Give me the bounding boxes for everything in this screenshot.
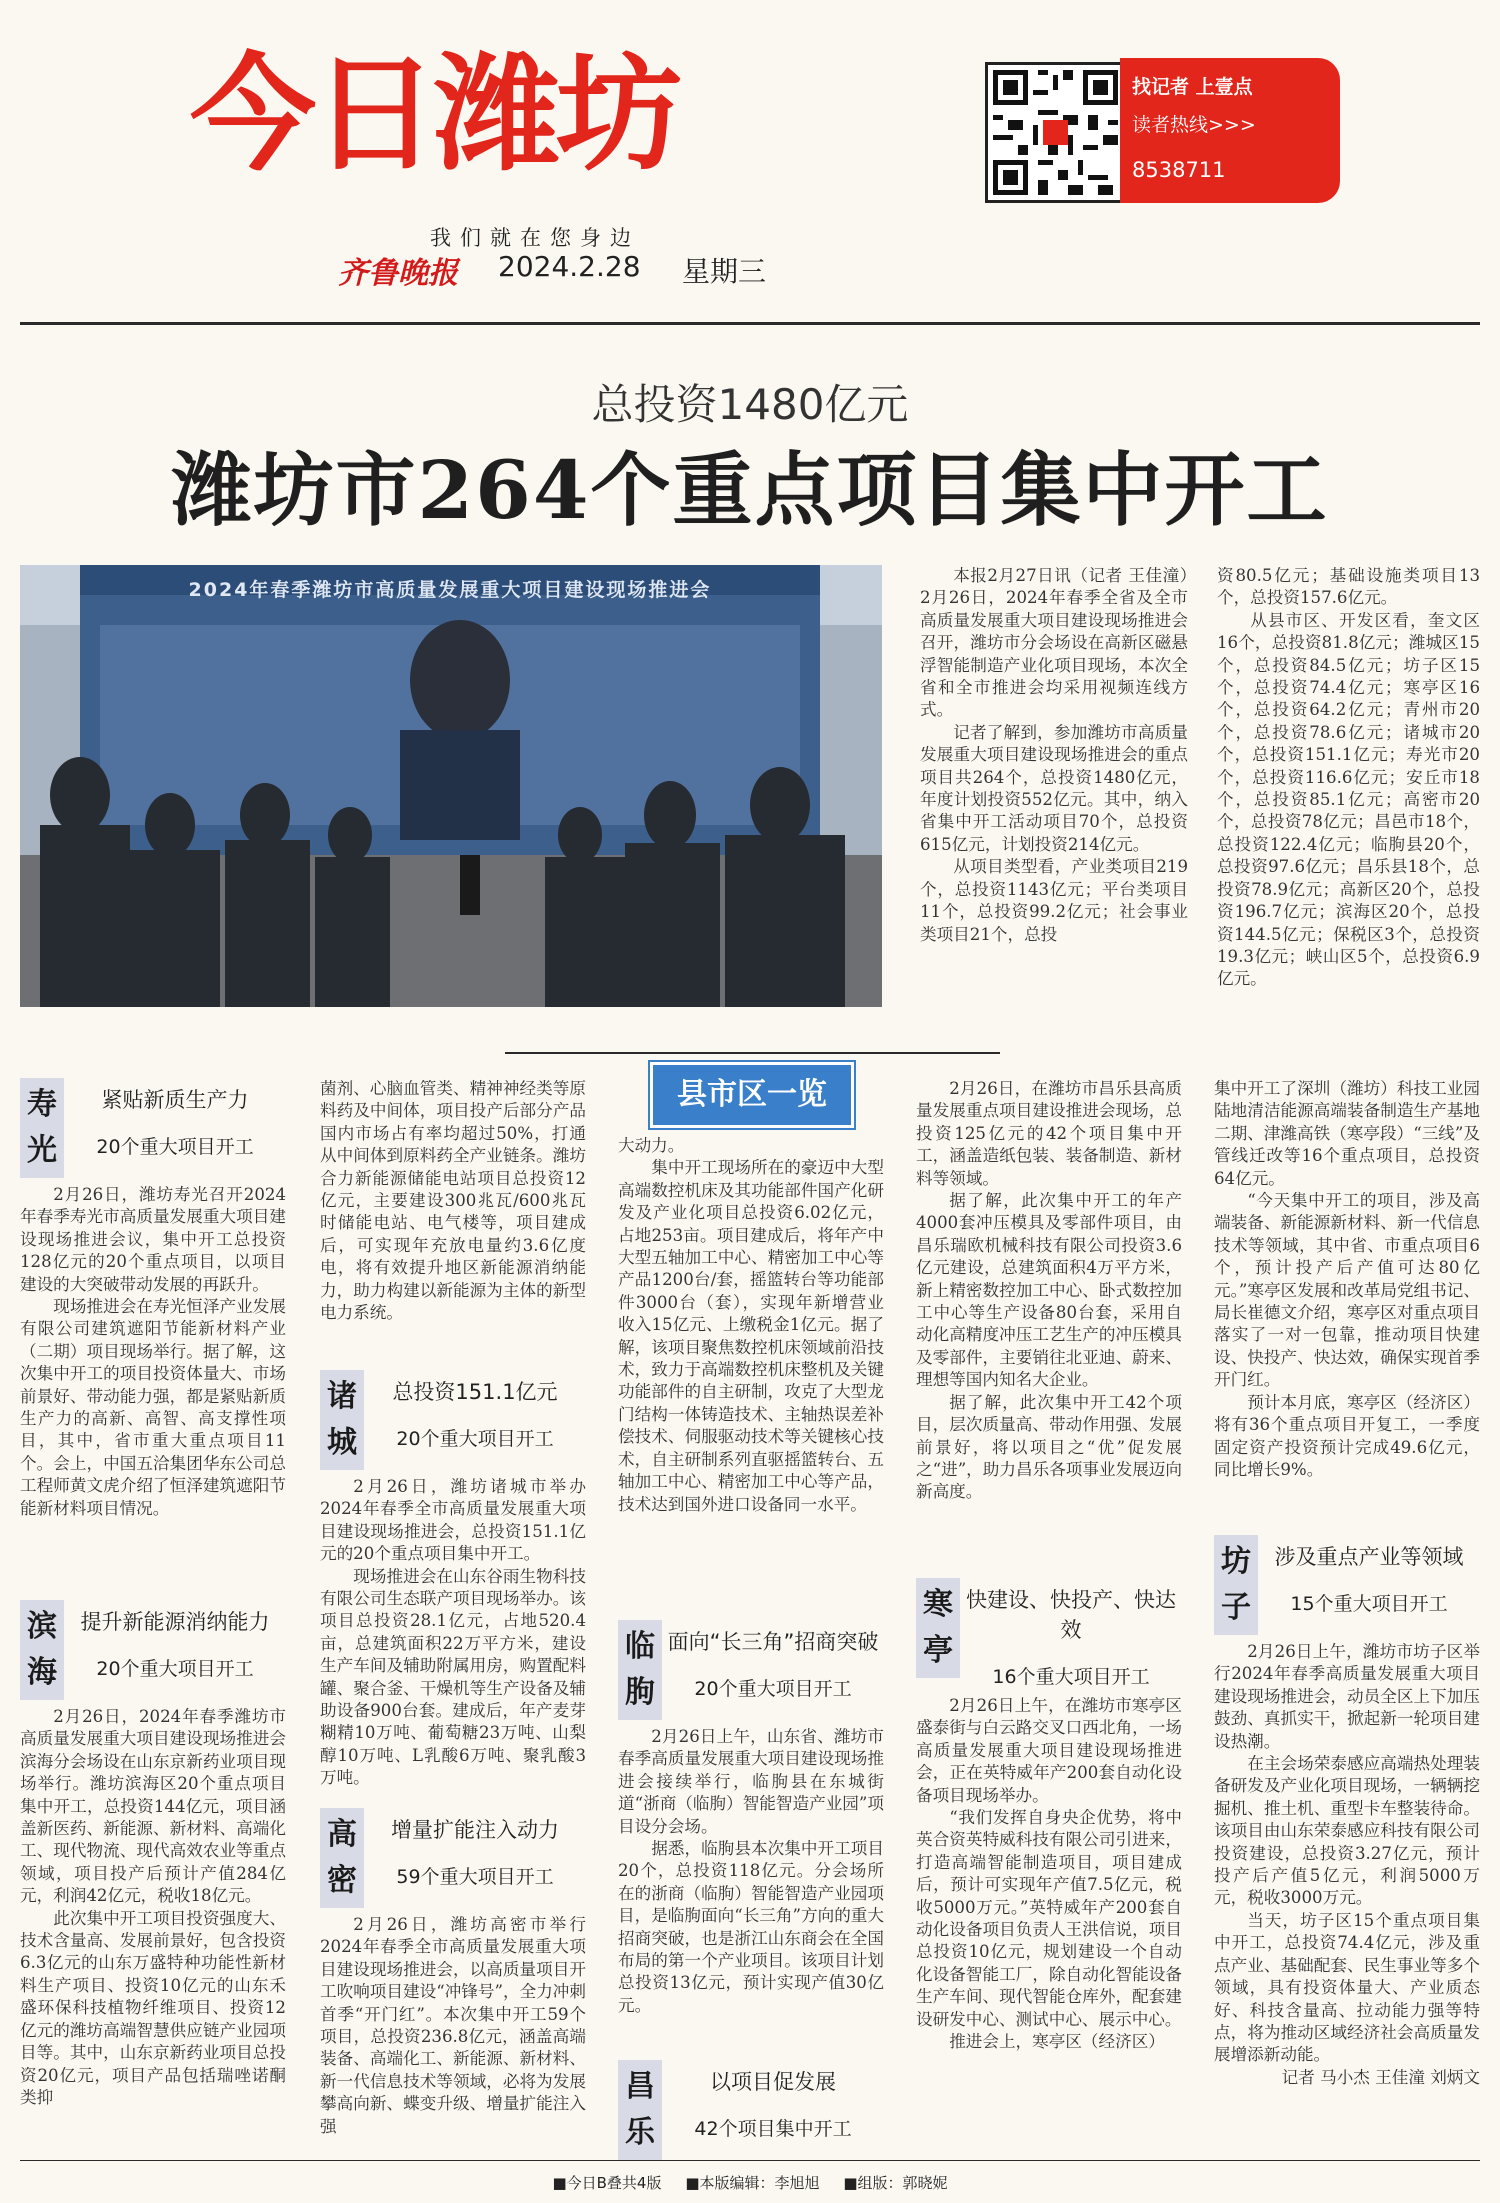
section-paragraph: 2月26日，潍坊高密市举行2024年春季全市高质量发展重大项目建设现场推进会，以高质量项目开工吹响项目建设“冲锋号”，全力冲刺首季“开门红”。本次集中开工59个项目，总投资236.8亿元，涵盖高端装备、高端化工、新能源、新材料、新一代信息技术等领域，必将为发展攀高向新、蝶变升级、增量扩能注入强 (320, 1915, 586, 2136)
section-divider (505, 1052, 1000, 1054)
section-title: 涉及重点产业等领域 (1274, 1545, 1464, 1569)
section-changle (618, 2060, 884, 2160)
section-paragraph: “今天集中开工的项目，涉及高端装备、新能源新材料、新一代信息技术等领域，其中省、市重点项目6个，预计投产后产值可达80亿元。”寒亭区发展和改革局党组书记、局长崔德文介绍，寒亭区对重点项目落实了一对一包靠，推动项目快建设、快投产、快达效，确保实现首季开门红。 (1214, 1191, 1480, 1390)
headline-kicker: 总投资1480亿元 (591, 380, 909, 429)
section-subtitle: 20个重大项目开工 (396, 1428, 554, 1450)
section-paragraph: 2月26日，潍坊寿光召开2024年春季寿光市高质量发展重大项目建设现场推进会议，集中开工总投资128亿元的20个重点项目，以项目建设的大突破带动发展的再跃升。 (20, 1185, 286, 1294)
reader-hotline-box (1120, 58, 1340, 203)
lead-column-1 (920, 565, 1188, 946)
section-tag: 昌乐 (618, 2060, 662, 2160)
section-paragraph: 据了解，此次集中开工42个项目，层次质量高、带动作用强、发展前景好，将以项目之“优”促发展之“进”，助力昌乐各项事业发展迈向新高度。 (916, 1392, 1182, 1502)
section-paragraph: 此次集中开工项目投资强度大、技术含量高、发展前景好，包含投资6.3亿元的山东万盛特种功能性新材料生产项目、投资10亿元的山东禾盛环保科技植物纤维项目、投资12亿元的潍坊高端智慧供应链产业园项目等。其中，山东京新药业项目总投资20亿元，项目产品包括瑞唑诺酮类抑 (20, 1908, 286, 2107)
section-paragraph: 集中开工现场所在的豪迈中大型高端数控机床及其功能部件国产化研发及产业化项目总投资6.02亿元，占地253亩。项目建成后，将年产中大型五轴加工中心、精密加工中心等产品1200台/套，摇篮转台等功能部件3000台（套），实现年新增营业收入15亿元、上缴税金1亿元。据了解，该项目聚焦数控机床领域前沿技术，致力于高端数控机床整机及关键功能部件的自主研制，攻克了大型龙门结构一体铸造技术、主轴热误差补偿技术、伺服驱动技术等关键核心技术，自主研制系列直驱摇篮转台、五轴加工中心、精密加工中心等产品，技术达到国外进口设备同一水平。 (618, 1158, 884, 1514)
section-paragraph: 2月26日，2024年春季潍坊市高质量发展重大项目建设现场推进会滨海分会场设在山东京新药业项目现场举行。潍坊滨海区20个重点项目集中开工，总投资144亿元，项目涵盖新医药、新能源、新材料、高端化工、现代物流、现代高效农业等重点领域，项目投产后预计产值284亿元，利润42亿元，税收18亿元。 (20, 1707, 286, 1906)
reporter-byline: 记者 马小杰 王佳潼 刘炳文 (1281, 2067, 1480, 2087)
section-tag: 寒亭 (916, 1578, 960, 1678)
section-tag: 高密 (320, 1808, 364, 1908)
masthead-slogan: 我们就在您身边 (430, 226, 640, 250)
section-subtitle: 42个项目集中开工 (694, 2118, 852, 2140)
section-paragraph: 现场推进会在山东谷雨生物科技有限公司生态联产项目现场举办。该项目总投资28.1亿元，占地520.4亩，总建筑面积22万平方米，建设生产车间及辅助附属用房，购置配料罐、聚合釜、干燥机等生产设备及辅助设备900台套。建成后，年产麦芽糊精10万吨、葡萄糖23万吨、山梨醇10万吨、L乳酸6万吨、聚乳酸3万吨。 (320, 1566, 586, 1788)
section-subtitle: 20个重大项目开工 (96, 1658, 254, 1680)
section-zhucheng (320, 1370, 586, 1790)
section-binhai (20, 1600, 286, 2109)
gaomi-continued (618, 1135, 884, 1516)
section-paragraph: 集中开工了深圳（潍坊）科技工业园陆地清洁能源高端装备制造生产基地二期、津潍高铁（寒亭段）“三线”及管线迁改等16个重点项目，总投资64亿元。 (1214, 1079, 1480, 1188)
issue-date: 2024.2.28 (498, 250, 641, 283)
news-photo (20, 565, 882, 1007)
lead-paragraph: 本报2月27日讯（记者 王佳潼）2月26日，2024年春季全省及全市高质量发展重大项目建设现场推进会召开，潍坊市分会场设在高新区磁悬浮智能制造产业化项目现场，本次全省和全市推进会均采用视频连线方式。 (920, 566, 1188, 720)
hotline-line2: 读者热线>>> (1132, 114, 1256, 136)
section-fangzi (1214, 1535, 1480, 2089)
footer-editor: ■本版编辑：李旭旭 (685, 2174, 820, 2192)
footer-divider (20, 2160, 1480, 2161)
section-paragraph: 当天，坊子区15个重点项目集中开工，总投资74.4亿元，涉及重点产业、基础配套、民生事业等多个领域，具有投资体量大、产业质态好、科技含量高、拉动能力强等特点，将为推动区域经济社会高质量发展增添新动能。 (1214, 1910, 1480, 2065)
section-tag: 滨海 (20, 1600, 64, 1700)
changle-body (916, 1078, 1182, 1504)
section-title: 面向“长三角”招商突破 (667, 1630, 879, 1654)
section-paragraph: 菌剂、心脑血管类、精神神经类等原料药及中间体，项目投产后部分产品国内市场占有率均超过50%，打通从中间体到原料药全产业链条。潍坊合力新能源储能电站项目总投资12亿元，主要建设300兆瓦/600兆瓦时储能电站、电气楼等，项目建成后，可实现年充放电量约3.6亿度电，将有效提升地区新能源消纳能力，助力构建以新能源为主体的新型电力系统。 (320, 1079, 586, 1323)
section-paragraph: 预计本月底，寒亭区（经济区）将有36个重点项目开复工，一季度固定资产投资预计完成49.6亿元，同比增长9%。 (1214, 1392, 1480, 1479)
section-paragraph: 2月26日上午，潍坊市坊子区举行2024年春季高质量发展重大项目建设现场推进会，动员全区上下加压鼓劲、真抓实干，掀起新一轮项目建设热潮。 (1214, 1642, 1480, 1751)
section-paragraph: 推进会上，寒亭区（经济区） (949, 2032, 1165, 2052)
lead-paragraph: 资80.5亿元；基础设施类项目13个，总投资157.6亿元。 (1217, 566, 1480, 608)
section-title: 以项目促发展 (710, 2070, 836, 2094)
section-paragraph: 2月26日，潍坊诸城市举办2024年春季全市高质量发展重大项目建设现场推进会，总投资151.1亿元的20个重点项目集中开工。 (320, 1477, 586, 1564)
binhai-continued (320, 1078, 586, 1324)
lead-column-2 (1217, 565, 1480, 991)
section-paragraph: 据了解，此次集中开工的年产4000套冲压模具及零部件项目，由昌乐瑞欧机械科技有限公司投资3.6亿元建设，总建筑面积4万平方米，新上精密数控加工中心、卧式数控加工中心等生产设备80台套，采用自动化高精度冲压工艺生产的冲压模具及零部件，主要销往北亚迪、蔚来、理想等国内知名大企业。 (916, 1191, 1182, 1390)
section-subtitle: 15个重大项目开工 (1290, 1593, 1448, 1615)
qr-code-icon[interactable] (985, 62, 1126, 203)
photo-banner-text: 2024年春季潍坊市高质量发展重大项目建设现场推进会 (188, 579, 712, 601)
section-tag: 诸城 (320, 1370, 364, 1470)
lead-paragraph: 记者了解到，参加潍坊市高质量发展重大项目建设现场推进会的重点项目共264个，总投资1480亿元，年度计划投资552亿元。其中，纳入省集中开工活动项目70个，总投资615亿元，计划投资214亿元。 (920, 722, 1188, 854)
section-paragraph: 2月26日，在潍坊市昌乐县高质量发展重点项目建设推进会现场，总投资125亿元的42个项目集中开工，涵盖造纸包装、装备制造、新材料等领域。 (916, 1079, 1182, 1188)
section-gaomi (320, 1808, 586, 2138)
section-tag: 临朐 (618, 1620, 662, 1720)
section-subtitle: 20个重大项目开工 (96, 1136, 254, 1158)
footer (0, 2172, 1500, 2193)
hotline-line1: 找记者 上壹点 (1132, 76, 1253, 98)
headline-title: 潍坊市264个重点项目集中开工 (171, 443, 1329, 537)
section-title: 增量扩能注入动力 (391, 1818, 559, 1842)
masthead-divider (20, 322, 1480, 325)
section-title: 总投资151.1亿元 (392, 1380, 558, 1404)
section-shouguang (20, 1078, 286, 1520)
masthead-logo: 今日潍坊 (190, 41, 678, 188)
brand-name: 齐鲁晚报 (338, 256, 458, 291)
hanting-continued (1214, 1078, 1480, 1481)
lead-paragraph: 从项目类型看，产业类项目219个，总投资1143亿元；平台类项目11个，总投资99.2亿元；社会事业类项目21个，总投 (920, 857, 1188, 944)
section-subtitle: 20个重大项目开工 (694, 1678, 852, 1700)
section-subtitle: 16个重大项目开工 (992, 1666, 1150, 1688)
footer-edition: ■今日B叠共4版 (552, 2174, 662, 2192)
section-paragraph: 现场推进会在寿光恒泽产业发展有限公司建筑遮阳节能新材料产业（二期）项目现场举行。据了解，这次集中开工的项目投资体量大、市场前景好、带动能力强，都是紧贴新质生产力的高新、高智、高支撑性项目，其中，省市重大重点项目11个。会上，中国五洽集团华东公司总工程师黄文虎介绍了恒泽建筑遮阳节能新材料项目情况。 (20, 1297, 286, 1518)
section-paragraph: 大动力。 (618, 1136, 685, 1155)
section-title: 快建设、快投产、快达效 (966, 1588, 1176, 1642)
section-hanting (916, 1578, 1182, 2054)
section-paragraph: 在主会场荣泰感应高端热处理装备研发及产业化项目现场，一辆辆挖掘机、推土机、重型卡车整装待命。该项目由山东荣泰感应科技有限公司投资建设，总投资3.27亿元，预计投产后产值5亿元，利润5000万元，税收3000万元。 (1214, 1754, 1480, 1908)
section-title: 紧贴新质生产力 (101, 1088, 249, 1112)
section-title: 提升新能源消纳能力 (80, 1610, 270, 1634)
section-linqu (618, 1620, 884, 2017)
hotline-number[interactable]: 8538711 (1132, 158, 1226, 182)
footer-layout: ■组版：郭晓妮 (843, 2174, 948, 2192)
section-tag: 坊子 (1214, 1535, 1258, 1635)
section-paragraph: 2月26日上午，在潍坊市寒亭区盛泰街与白云路交叉口西北角，一场高质量发展重大项目建设现场推进会，正在英特威年产200套自动化设备项目现场举办。 (916, 1696, 1182, 1805)
section-banner: 县市区一览 (650, 1062, 854, 1128)
lead-paragraph: 从县市区、开发区看，奎文区16个，总投资81.8亿元；潍城区15个，总投资84.5亿元；坊子区15个，总投资74.4亿元；寒亭区16个，总投资64.2亿元；青州市20个，总投资78.6亿元；诸城市20个，总投资151.1亿元；寿光市20个，总投资116.6亿元；安丘市18个，总投资85.1亿元；高密市20个，总投资78亿元；昌邑市18个，总投资122.4亿元；临朐县20个，总投资97.6亿元；昌乐县18个，总投资78.9亿元；高新区20个，总投资196.7亿元；滨海区20个，总投资144.5亿元；保税区3个，总投资19.3亿元；峡山区5个，总投资6.9亿元。 (1217, 610, 1480, 989)
issue-weekday: 星期三 (682, 255, 767, 288)
section-paragraph: 据悉，临朐县本次集中开工项目20个，总投资118亿元。分会场所在的浙商（临朐）智能智造产业园项目，是临朐面向“长三角”方向的重大招商突破，也是浙江山东商会在全国布局的第一个产业项目。该项目计划总投资13亿元，预计实现产值30亿元。 (618, 1839, 884, 2015)
section-subtitle: 59个重大项目开工 (396, 1866, 554, 1888)
section-paragraph: 2月26日上午，山东省、潍坊市春季高质量发展重大项目建设现场推进会接续举行，临朐县在东城街道“浙商（临朐）智能智造产业园”项目设分会场。 (618, 1727, 884, 1836)
section-tag: 寿光 (20, 1078, 64, 1178)
section-paragraph: “我们发挥自身央企优势，将中英合资英特威科技有限公司引进来，打造高端智能制造项目，项目建成后，预计可实现年产值7.5亿元，税收5000万元。”英特威年产200套自动化设备项目负责人王洪信说，项目总投资10亿元，规划建设一个自动化设备智能工厂，除自动化智能设备生产车间、现代智能仓库外，配套建设研发中心、测试中心、展示中心。 (916, 1808, 1182, 2029)
